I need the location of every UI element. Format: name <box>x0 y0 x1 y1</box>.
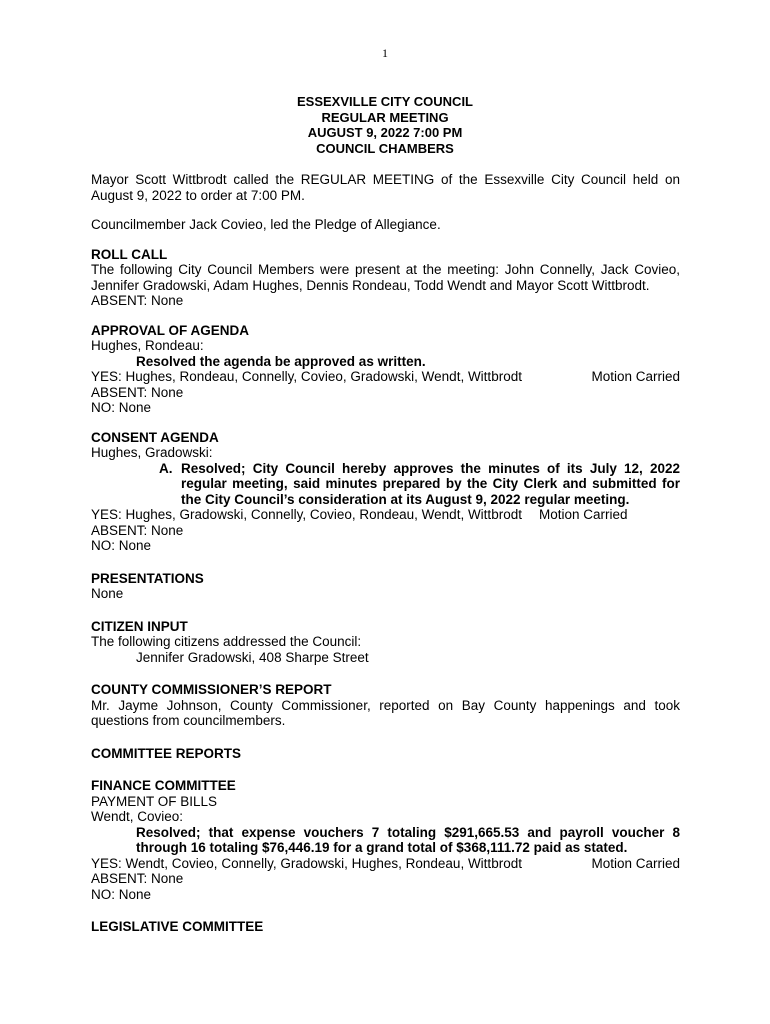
committee-reports-section <box>91 746 680 762</box>
minutes-header <box>0 94 770 156</box>
commissioner-heading: COUNTY COMMISSIONER’S REPORT <box>91 682 332 697</box>
commissioner-text: Mr. Jayme Johnson, County Commissioner, reported on Bay County happenings and took questions from councilmembers. <box>91 697 680 728</box>
roll-call-section <box>91 247 680 309</box>
citizen-person: Jennifer Gradowski, 408 Sharpe Street <box>136 649 369 665</box>
committee-reports-heading: COMMITTEE REPORTS <box>91 745 242 761</box>
finance-result: Motion Carried <box>591 855 680 871</box>
consent-item <box>159 461 680 508</box>
citizen-heading: CITIZEN INPUT <box>91 618 188 634</box>
header-meeting-type: REGULAR MEETING <box>321 109 449 125</box>
roll-call-absent: ABSENT: None <box>91 293 184 308</box>
presentations-heading: PRESENTATIONS <box>91 570 204 586</box>
header-location: COUNCIL CHAMBERS <box>316 140 454 156</box>
finance-absent: ABSENT: None <box>91 871 184 886</box>
presentations-section <box>91 571 680 602</box>
finance-vote-row <box>91 856 680 872</box>
header-council: ESSEXVILLE CITY COUNCIL <box>296 94 473 109</box>
agenda-result: Motion Carried <box>591 369 680 384</box>
consent-no: NO: None <box>91 538 152 553</box>
roll-call-heading: ROLL CALL <box>91 246 168 262</box>
consent-section <box>91 430 680 554</box>
consent-item-label: A. <box>159 460 173 476</box>
consent-movers: Hughes, Gradowski: <box>91 445 213 460</box>
finance-sub: PAYMENT OF BILLS <box>91 793 218 809</box>
agenda-absent: ABSENT: None <box>91 384 184 400</box>
agenda-movers: Hughes, Rondeau: <box>91 338 204 353</box>
citizen-text: The following citizens addressed the Council: <box>91 634 362 649</box>
agenda-vote-row <box>91 369 680 385</box>
consent-vote-row <box>91 507 680 523</box>
consent-result: Motion Carried <box>538 507 628 522</box>
consent-heading: CONSENT AGENDA <box>91 429 219 445</box>
legislative-section <box>91 919 680 935</box>
finance-no: NO: None <box>91 886 152 902</box>
consent-yes: YES: Hughes, Gradowski, Connelly, Covieo, Rondeau, Wendt, Wittbrodt <box>91 507 522 522</box>
finance-section <box>91 778 680 902</box>
consent-absent: ABSENT: None <box>91 522 184 538</box>
agenda-resolution: Resolved the agenda be approved as written. <box>136 353 426 369</box>
commissioner-section <box>91 682 680 729</box>
agenda-no: NO: None <box>91 400 152 415</box>
consent-item-text: Resolved; City Council hereby approves the minutes of its July 12, 2022 regular meeting, said minutes prepared by the City Clerk and submitted for the City Council’s consideration at its August 9, 2022 regular meeting. <box>181 460 680 507</box>
legislative-heading: LEGISLATIVE COMMITTEE <box>91 919 264 934</box>
header-date: AUGUST 9, 2022 7:00 PM <box>307 125 463 141</box>
finance-movers: Wendt, Covieo: <box>91 809 184 824</box>
finance-yes: YES: Wendt, Covieo, Connelly, Gradowski, Hughes, Rondeau, Wittbrodt <box>91 855 522 871</box>
agenda-heading: APPROVAL OF AGENDA <box>91 322 250 338</box>
finance-resolution: Resolved; that expense vouchers 7 totaling $291,665.53 and payroll voucher 8 through 16 totaling $76,446.19 for a grand total of $368,111.72 paid as stated. <box>136 824 680 855</box>
agenda-yes: YES: Hughes, Rondeau, Connelly, Covieo, Gradowski, Wendt, Wittbrodt <box>91 369 522 384</box>
finance-heading: FINANCE COMMITTEE <box>91 778 236 793</box>
agenda-section <box>91 323 680 416</box>
roll-call-text: The following City Council Members were present at the meeting: John Connelly, Jack Covieo, Jennifer Gradowski, Adam Hughes, Dennis Rondeau, Todd Wendt and Mayor Scott Wittbrodt. <box>91 262 680 293</box>
citizen-input-section <box>91 619 680 666</box>
page-number: 1 <box>382 46 388 60</box>
pledge-paragraph: Councilmember Jack Covieo, led the Pledge of Allegiance. <box>91 217 441 232</box>
intro-paragraph: Mayor Scott Wittbrodt called the REGULAR MEETING of the Essexville City Council held on August 9, 2022 to order at 7:00 PM. <box>91 172 680 203</box>
minutes-body <box>91 172 680 935</box>
presentations-text: None <box>91 586 124 601</box>
